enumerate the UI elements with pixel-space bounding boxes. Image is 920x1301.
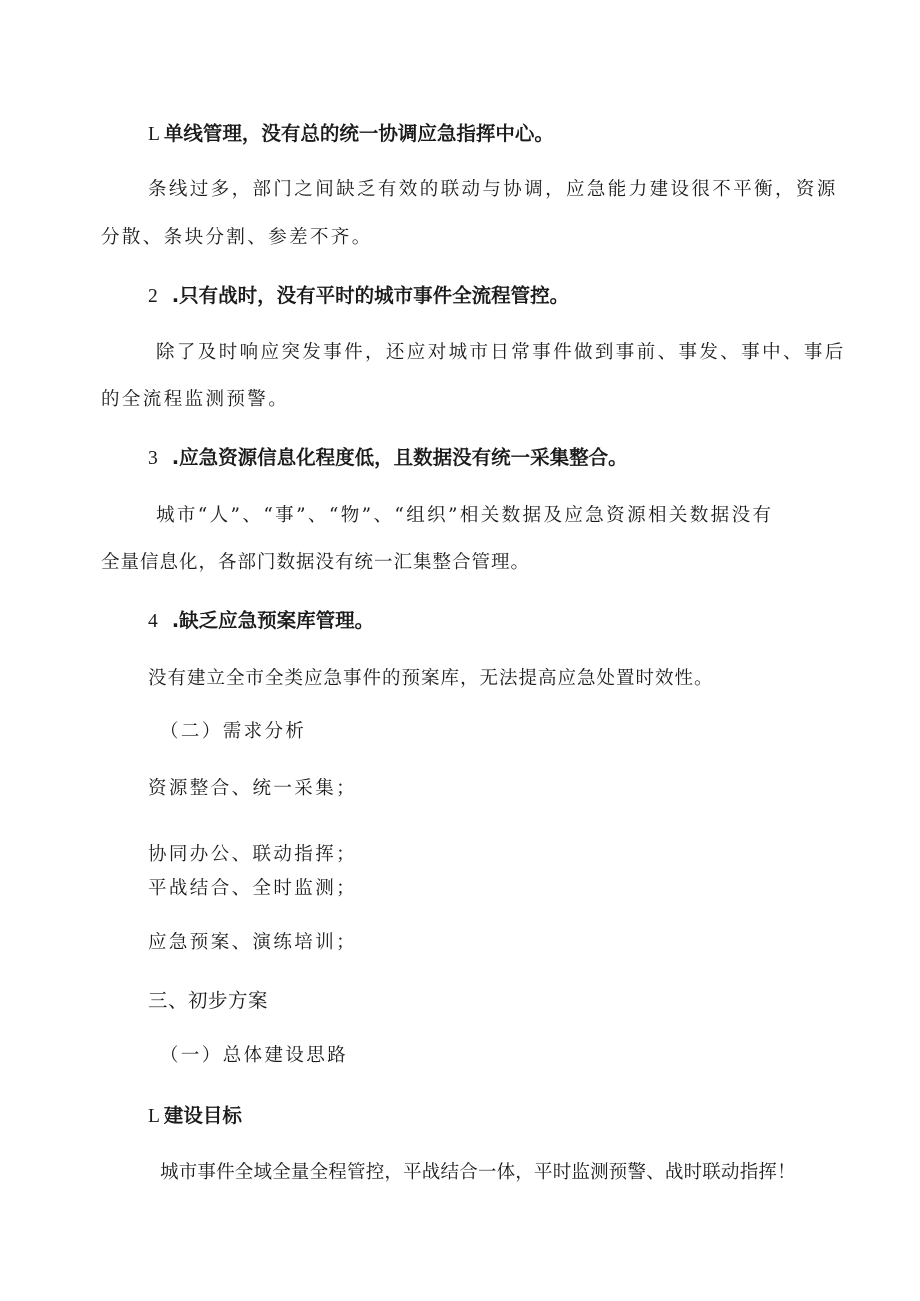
need-item-3: 平战结合、全时监测； (148, 878, 358, 899)
paragraph-2-line-1: 除了及时响应突发事件，还应对城市日常事件做到事前、事发、事中、事后 (156, 342, 846, 363)
need-item-2: 协同办公、联动指挥； (148, 844, 358, 865)
section-3-title: 三、初步方案 (148, 989, 269, 1012)
paragraph-3-line-2: 全量信息化，各部门数据没有统一汇集整合管理。 (101, 552, 531, 573)
heading-4-text: .缺乏应急预案库管理。 (171, 609, 375, 632)
heading-5 (148, 1103, 242, 1130)
heading-4-number: 4 (148, 611, 158, 632)
heading-2-text: .只有战时，没有平时的城市事件全流程管控。 (171, 284, 570, 307)
heading-2 (148, 283, 569, 310)
heading-5-text: 建设目标 (163, 1104, 242, 1127)
heading-5-number: L (148, 1106, 160, 1127)
paragraph-4-line-1: 没有建立全市全类应急事件的预案库，无法提高应急处置时效性。 (148, 668, 714, 689)
paragraph-1-line-1: 条线过多，部门之间缺乏有效的联动与协调，应急能力建设很不平衡，资源 (148, 179, 838, 200)
heading-1 (148, 121, 554, 148)
paragraph-1-line-2: 分散、条块分割、参差不齐。 (101, 227, 373, 248)
heading-1-number: L (148, 124, 160, 145)
paragraph-5-line-1: 城市事件全域全量全程管控，平战结合一体，平时监测预警、战时联动指挥！ (160, 1162, 796, 1183)
need-item-1: 资源整合、统一采集； (148, 778, 358, 799)
subsection-demand-analysis: （二）需求分析 (160, 721, 307, 742)
heading-1-text: 单线管理，没有总的统一协调应急指挥中心。 (163, 122, 554, 145)
heading-3 (148, 445, 628, 472)
heading-4 (148, 608, 374, 635)
heading-3-text: .应急资源信息化程度低，且数据没有统一采集整合。 (171, 446, 628, 469)
paragraph-2-line-2: 的全流程监测预警。 (101, 389, 290, 410)
heading-3-number: 3 (148, 448, 158, 469)
subsection-overall-approach: （一）总体建设思路 (160, 1045, 349, 1066)
paragraph-3-line-1: 城市“人”、“事”、“物”、“组织”相关数据及应急资源相关数据没有 (156, 505, 774, 526)
heading-2-number: 2 (148, 286, 158, 307)
need-item-4: 应急预案、演练培训； (148, 932, 358, 953)
